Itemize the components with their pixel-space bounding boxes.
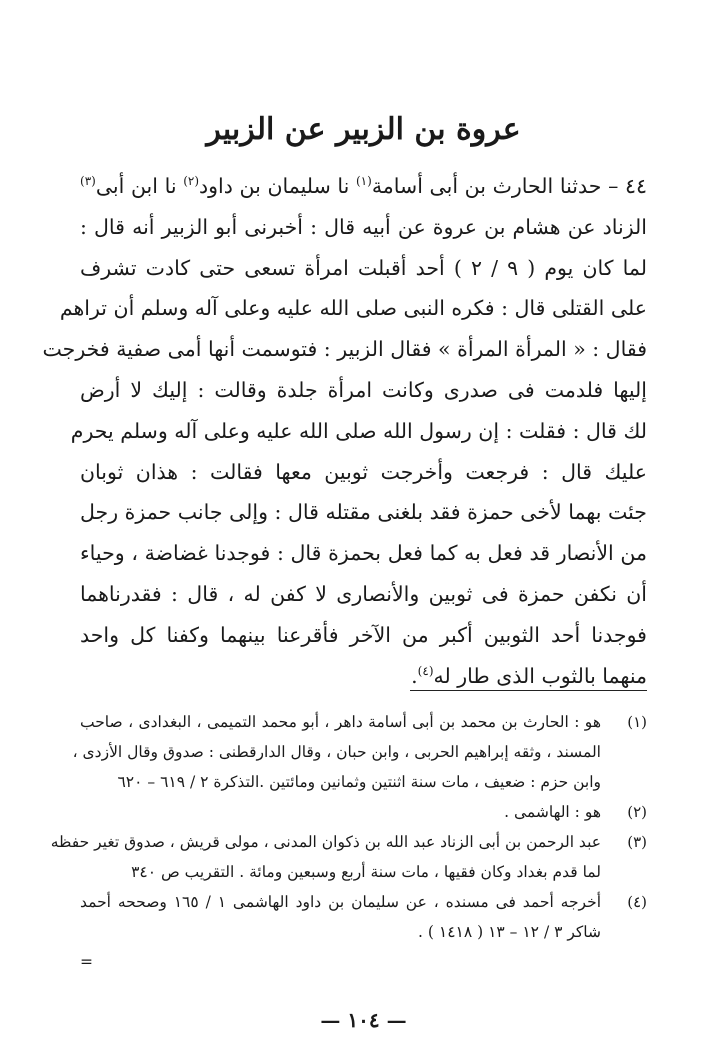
footnote-number: (١) [627, 713, 647, 731]
text-run: فوجدنا أحد الثوبين أكبر من الآخر فأقرعنا بينهما وكفنا كل واحد [80, 622, 647, 647]
text-run: ٤٤ – حدثنا الحارث بن أبى أسامة [371, 174, 647, 198]
footnote [80, 797, 647, 827]
footnote-number: (٤) [627, 893, 647, 911]
footnote-ref: (٤) [417, 663, 434, 678]
chapter-title: عروة بن الزبير عن الزبير [206, 112, 521, 147]
footnote-line: أخرجه أحمد فى مسنده ، عن سليمان بن داود الهاشمى ١ / ١٦٥ وصححه أحمد [80, 893, 601, 911]
text-run: من الأنصار قد فعل به كما فعل بحمزة قال : فوجدنا غضاضة ، وحياء [80, 541, 647, 566]
hadith-line [42, 329, 647, 370]
footnote-ref: (٢) [183, 174, 200, 189]
footnote-separator [410, 690, 647, 691]
hadith-line [80, 533, 647, 574]
hadith-line [80, 452, 647, 493]
footnote-ref: (٣) [80, 174, 96, 189]
footnote-line: هو : الهاشمى . [504, 803, 601, 821]
text-run: عليك قال : فرجعت وأخرجت ثوبين معها فقالت : هذان ثوبان [80, 459, 647, 484]
text-run: أن نكفن حمزة فى ثوبين والأنصارى لا كفن له ، قال : فقدرناهما [80, 581, 647, 606]
hadith-line [70, 411, 647, 452]
page-number: — ١٠٤ — [320, 1008, 407, 1032]
text-run: لك قال : فقلت : إن رسول الله صلى الله عليه وعلى آله وسلم يحرم [70, 418, 647, 443]
text-run: . [411, 663, 418, 688]
footnote-line: هو : الحارث بن محمد بن أبى أسامة داهر ، أبو محمد التميمى ، البغدادى ، صاحب [80, 713, 601, 731]
text-run: على القتلى قال : فكره النبى صلى الله عليه وعلى آله وسلم أن تراهم [59, 296, 647, 321]
hadith-line [80, 207, 647, 248]
hadith-text [42, 166, 647, 696]
footnote [72, 707, 647, 797]
hadith-line [59, 288, 647, 329]
text-run: الزناد عن هشام بن عروة عن أبيه قال : أخبرنى أبو الزبير أنه قال : [80, 214, 647, 239]
footnote-line: شاكر ٣ / ١٢ – ١٣ ( ١٤١٨ ) . [418, 923, 601, 941]
hadith-line [80, 574, 647, 615]
footnote [50, 827, 647, 887]
hadith-line [80, 248, 647, 289]
text-run: فقال : « المرأة المرأة » فقال الزبير : فتوسمت أنها أمى صفية فخرجت [42, 337, 647, 362]
footnote-number: (٢) [627, 803, 647, 821]
footnote-number: (٣) [627, 833, 647, 851]
footnotes [50, 707, 647, 977]
text-run: نا سليمان بن داود [199, 174, 356, 198]
footnote [80, 887, 647, 977]
footnote-line: وابن حزم : ضعيف ، مات سنة اثنتين وثمانين ومائتين .التذكرة ٢ / ٦١٩ – ٦٢٠ [117, 773, 601, 791]
footnote-line: لما قدم بغداد وكان فقيها ، مات سنة أربع وسبعين ومائة . التقريب ص ٣٤٠ [131, 863, 601, 881]
text-run: جئت بهما لأخى حمزة فقد بلغنى مقتله قال : وإلى جانب حمزة رجل [80, 500, 647, 525]
hadith-line [80, 492, 647, 533]
hadith-line [80, 615, 647, 656]
footnote-line: المسند ، وثقه إبراهيم الحربى ، وابن حبان ، وقال الدارقطنى : صدوق وقال الأزدى ، [72, 743, 601, 761]
text-run: نا ابن أبى [95, 174, 184, 198]
footnote-line: = [80, 953, 93, 971]
text-run: منهما بالثوب الذى طار له [433, 663, 647, 688]
text-run: لما كان يوم ( ٩ / ٢ ) أحد أقبلت امرأة تسعى حتى كادت تشرف [80, 255, 647, 280]
footnote-line: عبد الرحمن بن أبى الزناد عبد الله بن ذكوان المدنى ، مولى قريش ، صدوق تغير حفظه [50, 833, 601, 851]
text-run: إليها فلدمت فى صدرى وكانت امرأة جلدة وقالت : إليك لا أرض [80, 377, 647, 402]
hadith-line [80, 370, 647, 411]
hadith-line [80, 166, 647, 207]
footnote-ref: (١) [355, 174, 372, 189]
